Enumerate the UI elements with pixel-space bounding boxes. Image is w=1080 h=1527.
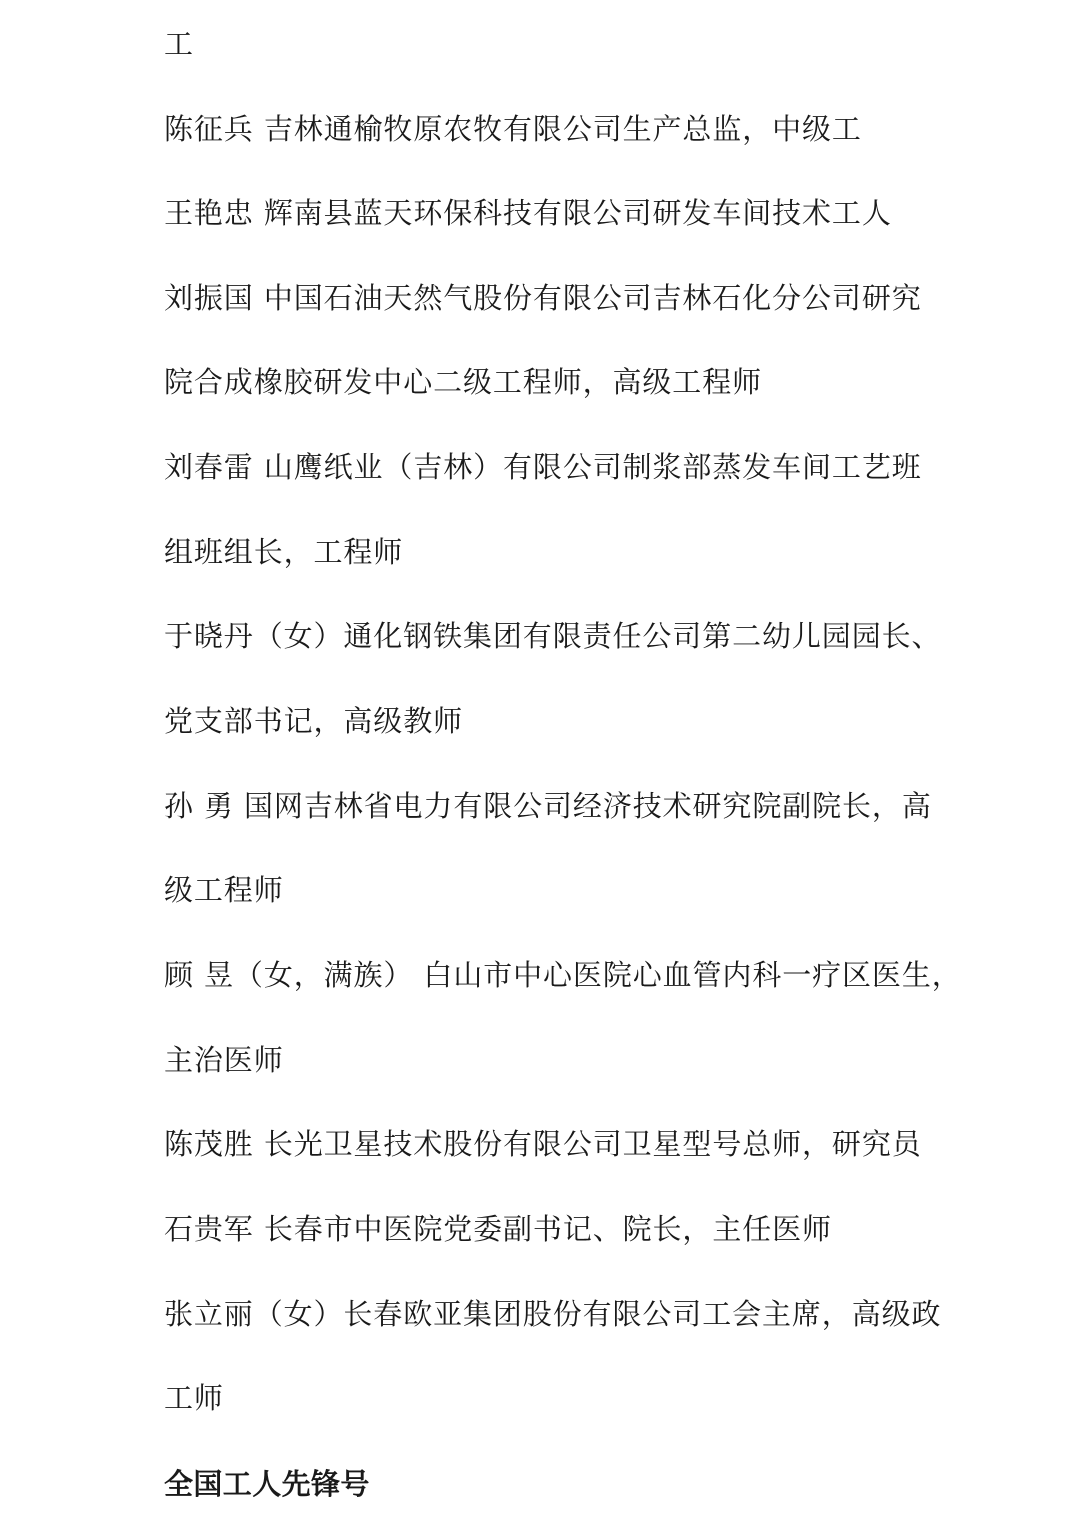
- text-line: 刘春雷 山鹰纸业（吉林）有限公司制浆部蒸发车间工艺班: [164, 450, 922, 484]
- text-line: 工: [164, 27, 194, 61]
- text-line: 王艳忠 辉南县蓝天环保科技有限公司研发车间技术工人: [164, 196, 892, 230]
- section-heading: 全国工人先锋号: [164, 1467, 370, 1501]
- text-line: 陈茂胜 长光卫星技术股份有限公司卫星型号总师，研究员: [164, 1127, 922, 1161]
- text-line: 主治医师: [164, 1043, 284, 1077]
- text-line: 顾 昱（女，满族） 白山市中心医院心血管内科一疗区医生，: [164, 958, 962, 992]
- text-line: 石贵军 长春市中医院党委副书记、院长，主任医师: [164, 1212, 832, 1246]
- text-line: 组班组长，工程师: [164, 535, 404, 569]
- text-line: 工师: [164, 1381, 224, 1415]
- text-line: 党支部书记，高级教师: [164, 704, 464, 738]
- text-line: 张立丽（女）长春欧亚集团股份有限公司工会主席，高级政: [164, 1297, 942, 1331]
- text-line: 于晓丹（女）通化钢铁集团有限责任公司第二幼儿园园长、: [164, 619, 942, 653]
- text-line: 刘振国 中国石油天然气股份有限公司吉林石化分公司研究: [164, 281, 922, 315]
- text-line: 院合成橡胶研发中心二级工程师，高级工程师: [164, 365, 763, 399]
- text-line: 孙 勇 国网吉林省电力有限公司经济技术研究院副院长，高: [164, 789, 932, 823]
- text-line: 级工程师: [164, 873, 284, 907]
- text-line: 陈征兵 吉林通榆牧原农牧有限公司生产总监，中级工: [164, 112, 862, 146]
